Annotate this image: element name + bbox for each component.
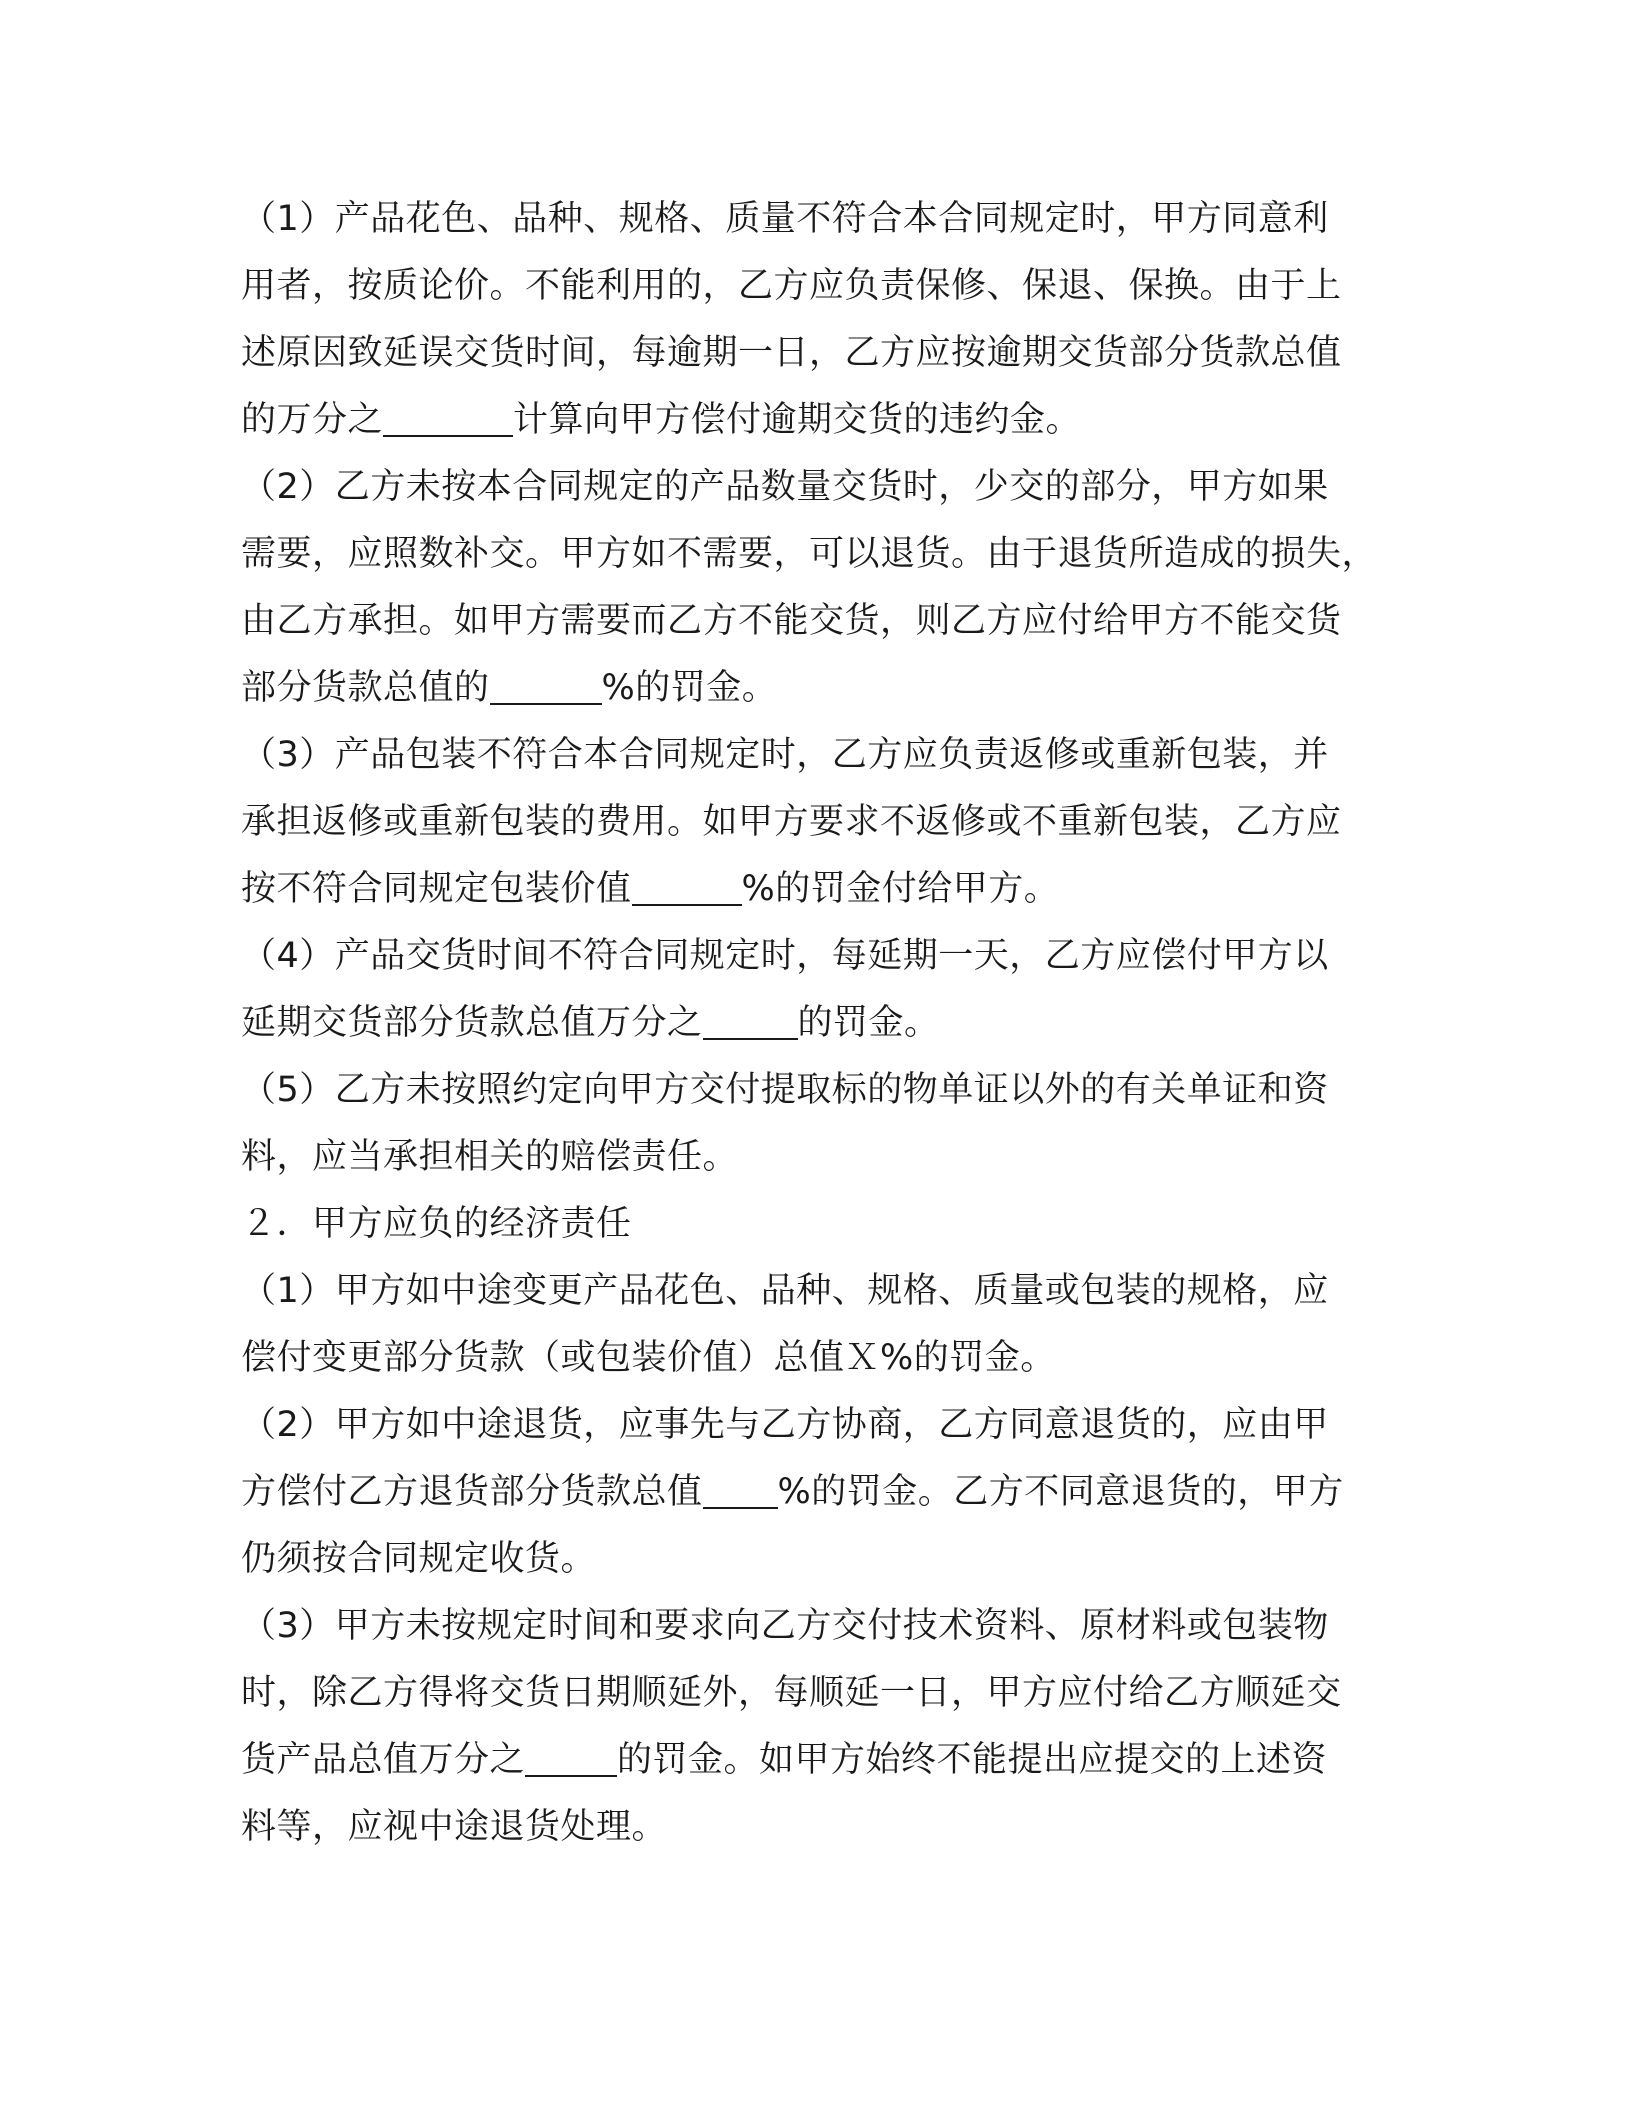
text-line: （1）产品花色、品种、规格、质量不符合本合同规定时，甲方同意利 [241,199,1329,239]
text-line [241,856,1391,923]
text-line: （4）产品交货时间不符合同规定时，每延期一天，乙方应偿付甲方以 [241,936,1329,976]
text-line: 料，应当承担相关的赔偿责任。 [241,1137,739,1177]
text-line: （3）产品包装不符合本合同规定时，乙方应负责返修或重新包装，并 [241,735,1329,775]
text-segment: 的罚金。 [797,1003,940,1043]
text-segment: 货产品总值万分之 [241,1740,526,1780]
text-segment: 延期交货部分货款总值万分之 [241,1003,703,1043]
text-segment: 计算向甲方偿付逾期交货的违约金。 [513,400,1082,440]
text-line [241,1727,1391,1794]
text-segment: 方偿付乙方退货部分货款总值 [241,1472,703,1512]
text-line: 用者，按质论价。不能利用的，乙方应负责保修、保退、保换。由于上 [241,266,1342,306]
text-line: （3）甲方未按规定时间和要求向乙方交付技术资料、原材料或包装物 [241,1606,1329,1646]
text-line: 时，除乙方得将交货日期顺延外，每顺延一日，甲方应付给乙方顺延交 [241,1673,1342,1713]
text-segment: 按不符合同规定包装价值 [241,869,632,909]
fill-in-blank [632,860,742,906]
text-segment: 的罚金。如甲方始终不能提出应提交的上述资 [617,1740,1328,1780]
text-segment: 的万分之 [241,400,384,440]
text-line [241,655,1391,722]
text-segment: %的罚金付给甲方。 [741,869,1060,909]
text-line: （5）乙方未按照约定向甲方交付提取标的物单证以外的有关单证和资 [241,1070,1329,1110]
text-line: 承担返修或重新包装的费用。如甲方要求不返修或不重新包装，乙方应 [241,802,1342,842]
text-line: 仍须按合同规定收货。 [241,1539,597,1579]
fill-in-blank [703,994,798,1040]
text-segment: 部分货款总值的 [241,668,490,708]
text-line: 偿付变更部分货款（或包装价值）总值Ｘ%的罚金。 [241,1338,1056,1378]
contract-text-page [241,186,1391,1861]
fill-in-blank [703,1463,778,1509]
text-line: （2）乙方未按本合同规定的产品数量交货时，少交的部分，甲方如果 [241,467,1329,507]
fill-in-blank [383,391,513,437]
text-line: （1）甲方如中途变更产品花色、品种、规格、质量或包装的规格，应 [241,1271,1329,1311]
text-line: 述原因致延误交货时间，每逾期一日，乙方应按逾期交货部分货款总值 [241,333,1342,373]
text-line [241,1459,1391,1526]
fill-in-blank [490,659,602,705]
text-line: 料等，应视中途退货处理。 [241,1807,668,1847]
text-segment: %的罚金。 [601,668,778,708]
text-line [241,990,1391,1057]
section-heading: ２．甲方应负的经济责任 [241,1204,632,1244]
text-line [241,387,1391,454]
text-line: 需要，应照数补交。甲方如不需要，可以退货。由于退货所造成的损失， [241,534,1378,574]
text-line: 由乙方承担。如甲方需要而乙方不能交货，则乙方应付给甲方不能交货 [241,601,1342,641]
text-segment: %的罚金。乙方不同意退货的，甲方 [777,1472,1344,1512]
fill-in-blank [525,1731,617,1777]
text-line: （2）甲方如中途退货，应事先与乙方协商，乙方同意退货的，应由甲 [241,1405,1329,1445]
